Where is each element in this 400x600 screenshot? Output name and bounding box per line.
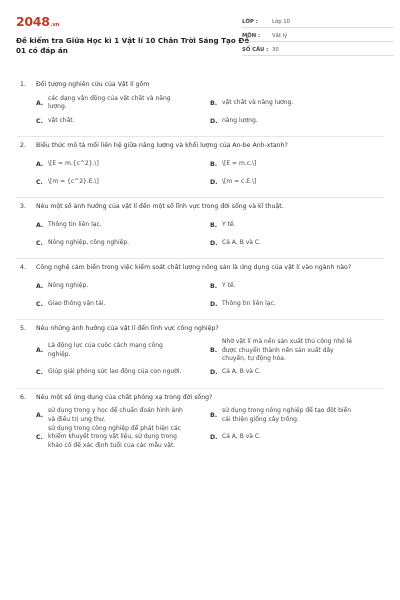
option-c[interactable]: [36, 112, 210, 130]
option-d[interactable]: [210, 364, 384, 382]
option-letter: A.: [36, 160, 44, 168]
option-letter: B.: [210, 160, 218, 168]
option-text: Thông tin liên lạc.: [222, 299, 276, 307]
option-d[interactable]: [210, 234, 384, 252]
option-letter: A.: [36, 221, 44, 229]
option-text: Thông tin liên lạc.: [48, 220, 102, 228]
option-letter: C.: [36, 178, 43, 186]
option-letter: B.: [210, 282, 218, 290]
option-b[interactable]: [210, 407, 384, 425]
option-letter: A.: [36, 99, 44, 107]
meta-value: 30: [272, 46, 279, 53]
option-text: vật chất và năng lương.: [222, 98, 294, 106]
option-letter: D.: [210, 117, 218, 125]
option-list: [16, 338, 384, 382]
option-d[interactable]: [210, 295, 384, 313]
option-text: \[m = {c^2}.E.\]: [48, 177, 99, 185]
question-item: [16, 76, 384, 137]
option-a[interactable]: [36, 407, 210, 425]
option-d[interactable]: [210, 173, 384, 191]
option-letter: C.: [36, 239, 43, 247]
option-letter: B.: [210, 412, 218, 419]
option-text: sử dụng trong y học để chuẩn đoán hình ảnh và điều trị ung thư.: [48, 407, 183, 423]
question-item: [16, 320, 384, 389]
option-c[interactable]: [36, 364, 210, 382]
option-text: Cả A, B và C.: [222, 433, 261, 440]
option-d[interactable]: [210, 425, 384, 451]
option-letter: C.: [36, 300, 43, 308]
option-letter: B.: [210, 347, 218, 355]
option-list: [16, 407, 384, 451]
option-text: \[E = m.c.\]: [222, 159, 257, 167]
option-text: Cả A, B và C.: [222, 368, 261, 376]
option-a[interactable]: [36, 155, 210, 173]
option-list: [16, 216, 384, 252]
option-text: các dạng vận động của vật chất và năng lượng.: [48, 94, 171, 110]
document-title: Đề kiểm tra Giữa Học kì 1 Vật lí 10 Chân Trời Sáng Tạo Đề 01 có đáp án: [16, 36, 250, 55]
option-letter: A.: [36, 347, 44, 355]
option-letter: A.: [36, 282, 44, 290]
page-header: [16, 14, 384, 62]
option-a[interactable]: [36, 216, 210, 234]
option-text: \[m = c.E.\]: [222, 177, 257, 185]
question-text: Nêu một số ứng dụng của chất phóng xạ trong đời sống?: [36, 393, 213, 401]
option-letter: C.: [36, 369, 43, 376]
question-item: [16, 137, 384, 198]
option-text: sử dụng trong nông nghiệp để tạo đột biến cải thiện giống cây trồng.: [222, 407, 352, 423]
meta-row-count: [242, 44, 394, 56]
option-letter: D.: [210, 369, 218, 376]
meta-label: LỚP :: [242, 18, 258, 25]
option-text: Là động lực của cuộc cách mạng công nghiệp.: [48, 342, 163, 358]
meta-label: SỐ CÂU :: [242, 46, 269, 53]
option-text: năng lượng.: [222, 116, 258, 124]
question-text: Nêu một số ảnh hưởng của vật lí đến một số lĩnh vực trong đời sống và kĩ thuật.: [36, 203, 284, 210]
option-b[interactable]: [210, 338, 384, 364]
question-text: Công nghệ cảm biến trong việc kiểm soát chất lượng nông sản là ứng dụng của vật lí vào ngành nào?: [36, 264, 352, 271]
question-number: 3.: [20, 203, 26, 210]
question-item: [16, 389, 384, 457]
option-list: [16, 277, 384, 313]
option-letter: D.: [210, 300, 218, 308]
option-list: [16, 94, 384, 130]
option-text: Cả A, B và C.: [222, 238, 261, 246]
meta-label: MÔN :: [242, 32, 261, 39]
meta-value: Lớp 10: [272, 18, 290, 25]
option-letter: D.: [210, 178, 218, 186]
logo-sub-text: .vn: [50, 22, 60, 28]
option-text: Nông nghiệp, công nghiệp.: [48, 238, 130, 246]
option-a[interactable]: [36, 94, 210, 112]
option-text: Giao thông vận tải.: [48, 299, 106, 307]
option-letter: C.: [36, 433, 43, 441]
option-letter: B.: [210, 99, 218, 107]
option-d[interactable]: [210, 112, 384, 130]
option-letter: D.: [210, 239, 218, 247]
meta-row-subject: [242, 30, 394, 42]
question-item: [16, 259, 384, 320]
option-c[interactable]: [36, 234, 210, 252]
option-text: Nông nghiệp.: [48, 281, 89, 289]
meta-row-class: [242, 16, 394, 28]
option-b[interactable]: [210, 277, 384, 295]
option-text: sử dụng trong công nghiệp để phát hiện các khiếm khuyết trong vật liệu, sử dụng trong khảo cổ để xác định tuổi của các mẫu vật.: [48, 424, 181, 449]
question-list: [16, 76, 384, 456]
option-text: Y tế.: [222, 220, 236, 228]
logo-main-text: 2048: [16, 14, 50, 29]
question-number: 1.: [20, 81, 26, 88]
meta-value: Vật lý: [272, 32, 288, 39]
question-number: 2.: [20, 142, 26, 149]
question-text: Đối tượng nghiên cứu của Vật lí gồm: [36, 81, 150, 88]
option-text: Y tế.: [222, 281, 236, 289]
exam-meta: [242, 16, 394, 58]
question-text: Biểu thức mô tả mối liên hệ giữa năng lượng và khối lượng của An-be Anh-xtanh?: [36, 142, 288, 149]
option-c[interactable]: [36, 295, 210, 313]
option-text: Giúp giải phóng sức lao động của con người.: [48, 368, 182, 376]
option-letter: C.: [36, 117, 43, 125]
option-a[interactable]: [36, 277, 210, 295]
question-text: Nêu những ảnh hưởng của vật lí đến lĩnh vực công nghiệp?: [36, 325, 219, 332]
question-item: [16, 198, 384, 259]
site-logo[interactable]: [16, 14, 256, 30]
option-c[interactable]: [36, 173, 210, 191]
option-text: vật chất.: [48, 116, 75, 124]
option-text: \[E = m.{c^2}.\]: [48, 159, 99, 167]
option-text: Nhờ vật lí mà nền sản xuất thủ công nhỏ lẻ được chuyển thành nền sản xuất dây chuyền, tự động hóa.: [222, 338, 352, 362]
option-b[interactable]: [210, 155, 384, 173]
header-left: [16, 14, 256, 56]
option-list: [16, 155, 384, 191]
question-number: 4.: [20, 264, 26, 271]
question-number: 6.: [20, 393, 26, 401]
option-letter: D.: [210, 433, 218, 441]
question-number: 5.: [20, 325, 26, 332]
option-a[interactable]: [36, 338, 210, 364]
option-c[interactable]: [36, 425, 210, 451]
option-letter: B.: [210, 221, 218, 229]
option-b[interactable]: [210, 216, 384, 234]
option-b[interactable]: [210, 94, 384, 112]
option-letter: A.: [36, 412, 44, 419]
